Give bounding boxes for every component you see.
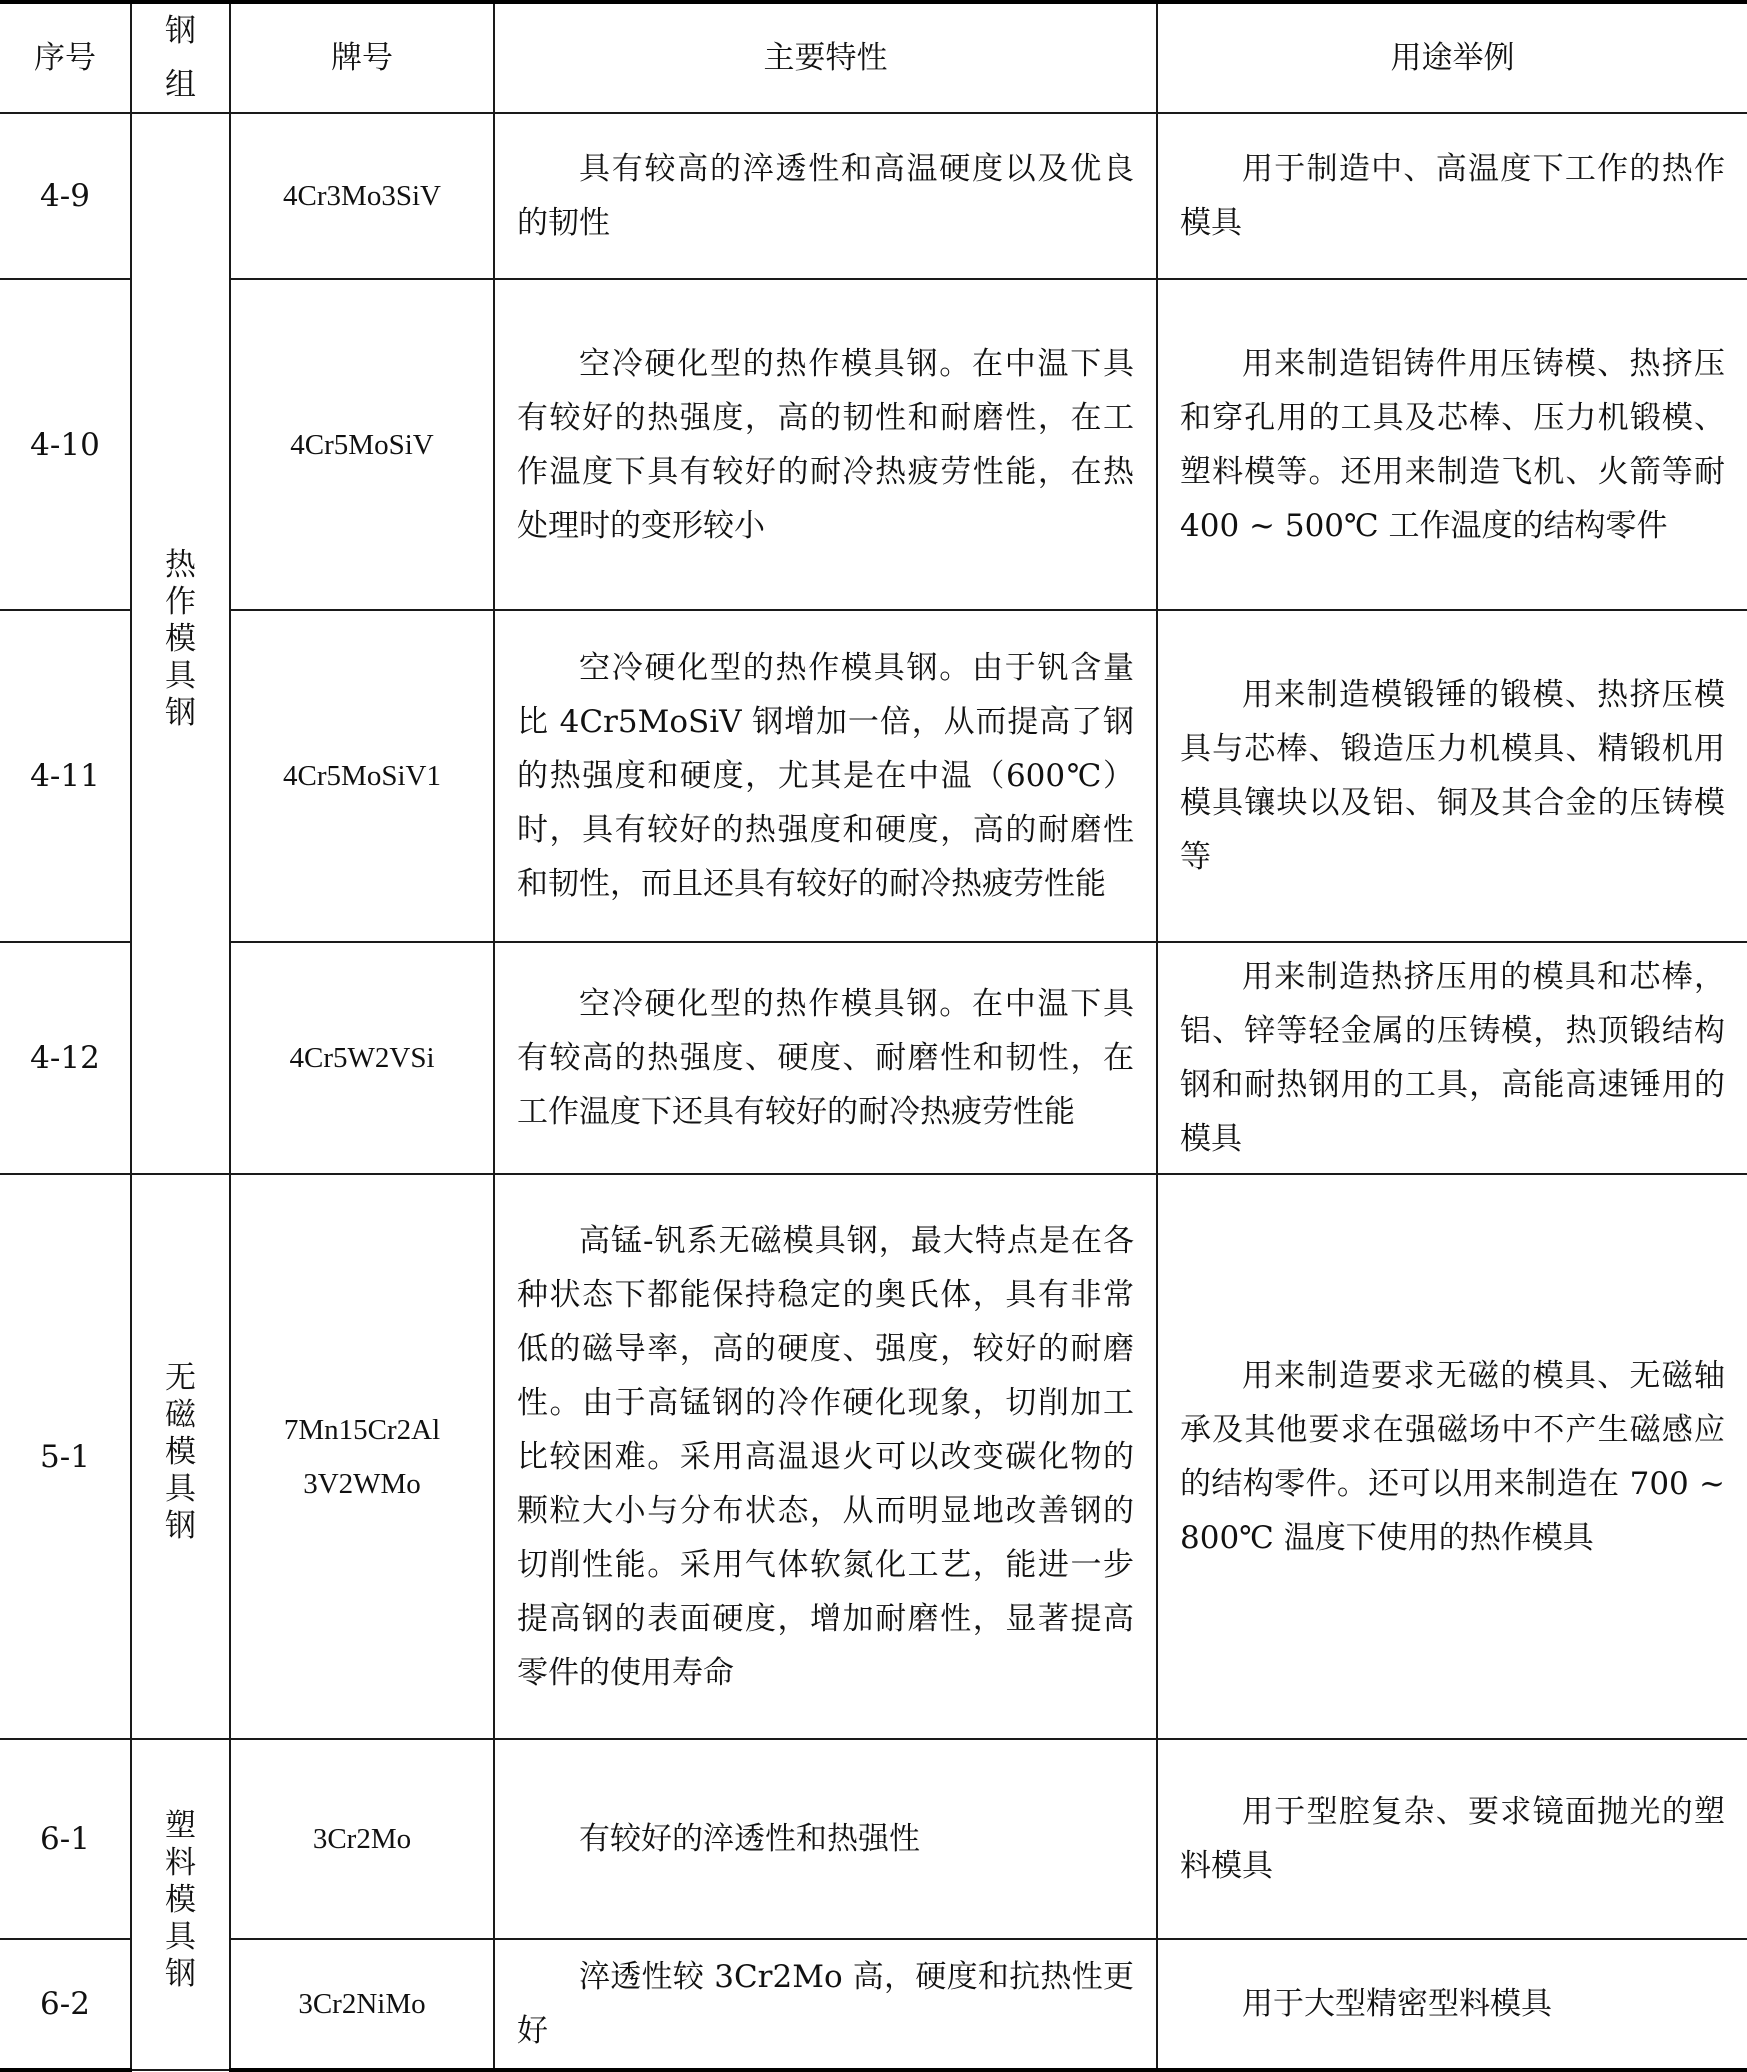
- table-row: [0, 942, 1747, 1174]
- row-seq: 4-11: [0, 610, 131, 942]
- table-row: [0, 1739, 1747, 1939]
- row-props: 空冷硬化型的热作模具钢。在中温下具有较好的热强度，高的韧性和耐磨性，在工作温度下具有较好的耐冷热疲劳性能，在热处理时的变形较小: [494, 279, 1157, 610]
- table-row: [0, 610, 1747, 942]
- grade-line-1: 7Mn15Cr2Al: [283, 1413, 441, 1446]
- table-row: [0, 113, 1747, 279]
- row-seq: 6-2: [0, 1939, 131, 2070]
- row-props: 淬透性较 3Cr2Mo 高，硬度和抗热性更好: [494, 1939, 1157, 2070]
- row-props: 有较好的淬透性和热强性: [494, 1739, 1157, 1939]
- header-group: 钢组: [131, 2, 230, 113]
- row-grade: [230, 1174, 494, 1739]
- row-use: 用来制造要求无磁的模具、无磁轴承及其他要求在强磁场中不产生磁感应的结构零件。还可以用来制造在 700 ~ 800℃ 温度下使用的热作模具: [1157, 1174, 1747, 1739]
- header-seq: 序号: [0, 2, 131, 113]
- row-use: 用于大型精密型料模具: [1157, 1939, 1747, 2070]
- row-seq: 5-1: [0, 1174, 131, 1739]
- table-row: [0, 1174, 1747, 1739]
- group-label: 热作模具钢: [165, 546, 196, 732]
- row-grade: 3Cr2NiMo: [230, 1939, 494, 2070]
- row-props: 具有较高的淬透性和高温硬度以及优良的韧性: [494, 113, 1157, 279]
- row-use: 用来制造热挤压用的模具和芯棒，铝、锌等轻金属的压铸模，热顶锻结构钢和耐热钢用的工具，高能高速锤用的模具: [1157, 942, 1747, 1174]
- table-row: [0, 279, 1747, 610]
- row-props: 空冷硬化型的热作模具钢。在中温下具有较高的热强度、硬度、耐磨性和韧性，在工作温度下还具有较好的耐冷热疲劳性能: [494, 942, 1157, 1174]
- group-label: 无磁模具钢: [165, 1359, 196, 1545]
- row-seq: 6-1: [0, 1739, 131, 1939]
- row-grade: 4Cr5MoSiV: [230, 279, 494, 610]
- header-props: 主要特性: [494, 2, 1157, 113]
- row-use: 用来制造模锻锤的锻模、热挤压模具与芯棒、锻造压力机模具、精锻机用模具镶块以及铝、铜及其合金的压铸模等: [1157, 610, 1747, 942]
- row-grade: 3Cr2Mo: [230, 1739, 494, 1939]
- row-use: 用于型腔复杂、要求镜面抛光的塑料模具: [1157, 1739, 1747, 1939]
- row-props: 空冷硬化型的热作模具钢。由于钒含量比 4Cr5MoSiV 钢增加一倍，从而提高了钢的热强度和硬度，尤其是在中温（600℃）时，具有较好的热强度和硬度，高的耐磨性和韧性，而且还具有较好的耐冷热疲劳性能: [494, 610, 1157, 942]
- row-use: 用来制造铝铸件用压铸模、热挤压和穿孔用的工具及芯棒、压力机锻模、塑料模等。还用来制造飞机、火箭等耐 400 ~ 500℃ 工作温度的结构零件: [1157, 279, 1747, 610]
- group-cell-plastic: [131, 1739, 230, 2070]
- row-grade: 4Cr5W2VSi: [230, 942, 494, 1174]
- header-grade: 牌号: [230, 2, 494, 113]
- row-grade: 4Cr5MoSiV1: [230, 610, 494, 942]
- header-use: 用途举例: [1157, 2, 1747, 113]
- group-label: 塑料模具钢: [165, 1807, 196, 1993]
- row-seq: 4-9: [0, 113, 131, 279]
- row-use: 用于制造中、高温度下工作的热作模具: [1157, 113, 1747, 279]
- grade-line-2: 3V2WMo: [303, 1467, 421, 1500]
- row-grade: 4Cr3Mo3SiV: [230, 113, 494, 279]
- row-seq: 4-12: [0, 942, 131, 1174]
- group-cell-hot-work: [131, 113, 230, 1174]
- row-seq: 4-10: [0, 279, 131, 610]
- group-cell-non-magnetic: [131, 1174, 230, 1739]
- table-header-row: [0, 2, 1747, 113]
- row-props: 高锰-钒系无磁模具钢，最大特点是在各种状态下都能保持稳定的奥氏体，具有非常低的磁导率，高的硬度、强度，较好的耐磨性。由于高锰钢的冷作硬化现象，切削加工比较困难。采用高温退火可以改变碳化物的颗粒大小与分布状态，从而明显地改善钢的切削性能。采用气体软氮化工艺，能进一步提高钢的表面硬度，增加耐磨性，显著提高零件的使用寿命: [494, 1174, 1157, 1739]
- table-row: [0, 1939, 1747, 2070]
